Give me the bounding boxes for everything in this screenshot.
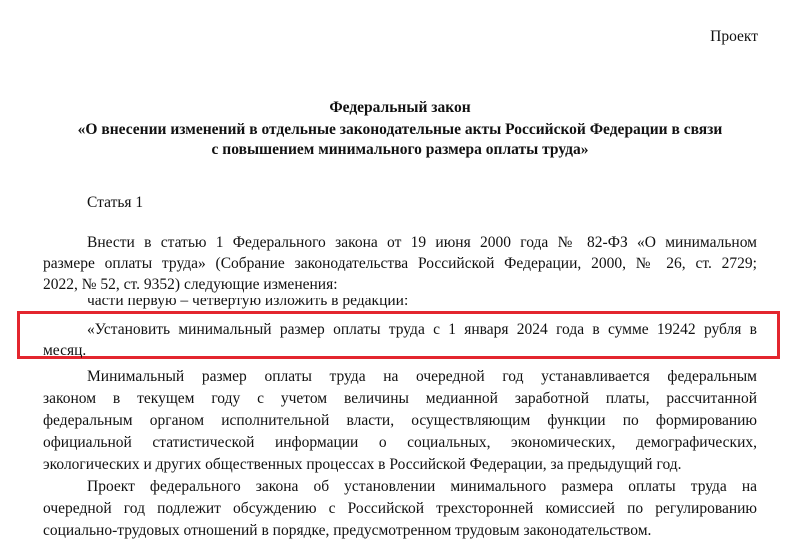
project-label: Проект [710, 28, 758, 45]
para1-line-4-partially-hidden: части первую – четвертую изложить в редакции: [87, 298, 409, 309]
para3-line-1: Проект федерального закона об установлении минимального размера оплаты труда на [87, 478, 757, 495]
highlight-line-1: «Установить минимальный размер оплаты труда с 1 января 2024 года в сумме 19242 рубля в [87, 321, 757, 338]
document-subtitle-line-2: с повышением минимального размера оплаты труда» [211, 141, 589, 158]
para3-line-3: социально-трудовых отношений в порядке, предусмотренном трудовым законодательством. [43, 522, 652, 539]
document-title: Федеральный закон [329, 99, 471, 116]
highlight-line-2: месяц. [43, 342, 87, 359]
para2-line-4: официальной статистической информации о социальных, экономических, демографических, [43, 434, 757, 451]
para2-line-2: законом в текущем году с учетом величины медианной заработной платы, рассчитанной [43, 390, 757, 407]
para2-line-5: экологических и других общественных процессах в Российской Федерации, за предыдущий год. [43, 456, 682, 473]
para1-line-1: Внести в статью 1 Федерального закона от 19 июня 2000 года № 82-ФЗ «О минимальном [87, 234, 757, 251]
para3-line-2: очередной год подлежит обсуждению с Российской трехсторонней комиссией по регулированию [43, 500, 757, 517]
para1-line-3: 2022, № 52, ст. 9352) следующие изменения: [43, 276, 338, 293]
article-heading: Статья 1 [87, 194, 144, 211]
document-subtitle-line-1: «О внесении изменений в отдельные законодательные акты Российской Федерации в связи [77, 121, 723, 138]
para1-line-2: размере оплаты труда» (Собрание законодательства Российской Федерации, 2000, № 26, ст. 2729; [43, 255, 757, 272]
para2-line-1: Минимальный размер оплаты труда на очередной год устанавливается федеральным [87, 368, 757, 385]
para2-line-3: федеральным органом исполнительной власти, осуществляющим функции по формированию [43, 412, 757, 429]
